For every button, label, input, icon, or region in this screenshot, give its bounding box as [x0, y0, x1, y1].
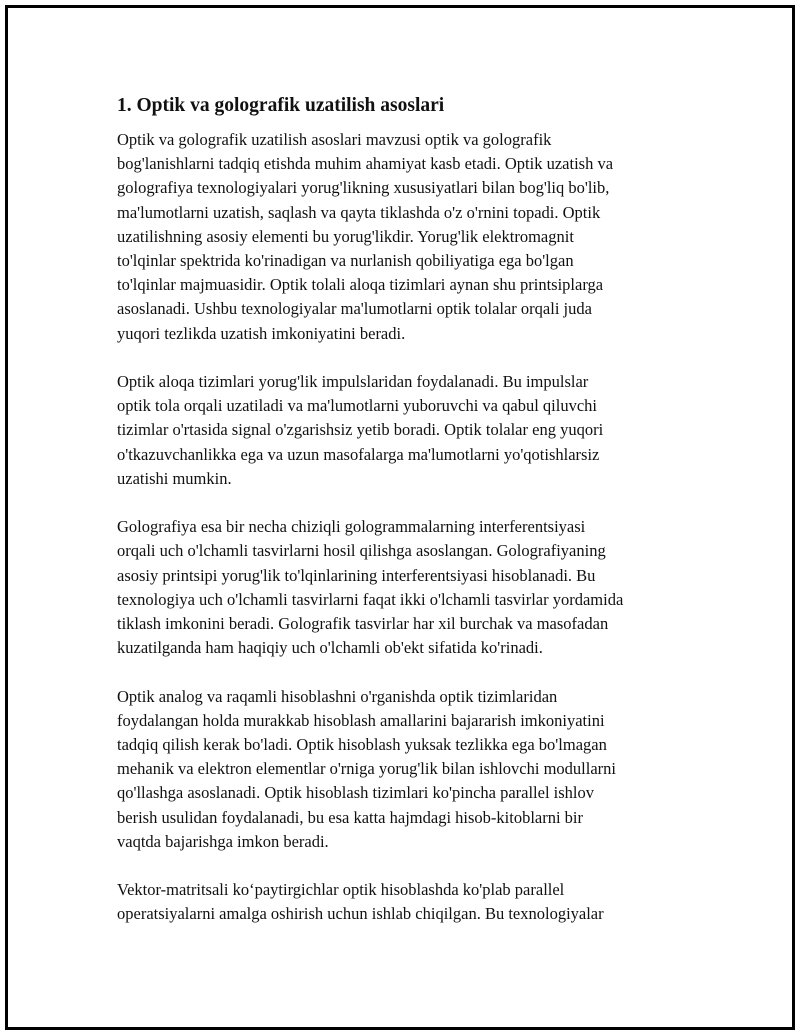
paragraph-4: Optik analog va raqamli hisoblashni o'rganishda optik tizimlaridan foydalangan holda murakkab hisoblash amallarini bajararish imkoniyatini tadqiq qilish kerak bo'ladi. Optik hisoblash yuksak tezlikka ega bo'lmagan mehanik va elektron elementlar o'rniga yorug'lik bilan ishlovchi modullarni qo'llashga asoslanadi. Optik hisoblash tizimlari ko'pincha parallel ishlov berish usulidan foydalanadi, bu esa katta hajmdagi hisob-kitoblarni bir vaqtda bajarishga imkon beradi.: [117, 686, 616, 851]
section-heading: 1. Optik va golografik uzatilish asoslari: [117, 95, 445, 116]
paragraph-2: Optik aloqa tizimlari yorug'lik impulslaridan foydalanadi. Bu impulslar optik tola orqali uzatiladi va ma'lumotlarni yuboruvchi va qabul qiluvchi tizimlar o'rtasida signal o'zgarishsiz yetib boradi. Optik tolalar eng yuqori o'tkazuvchanlikka ega va uzun masofalarga ma'lumotlarni yo'qotishlarsiz uzatishi mumkin.: [117, 372, 604, 488]
paragraph-5: Vektor-matritsali koʻpaytirgichlar optik hisoblashda ko'plab parallel operatsiyalarni amalga oshirish uchun ishlab chiqilgan. Bu texnologiyalar: [117, 880, 604, 924]
paragraph-1: Optik va golografik uzatilish asoslari mavzusi optik va golografik bog'lanishlarni tadqiq etishda muhim ahamiyat kasb etadi. Optik uzatish va golografiya texnologiyalari yorug'likning xususiyatlari bilan bog'liq bo'lib, ma'lumotlarni uzatish, saqlash va qayta tiklashda o'z o'rnini topadi. Optik uzatilishning asosiy elementi bu yorug'likdir. Yorug'lik elektromagnit to'lqinlar spektrida ko'rinadigan va nurlanish qobiliyatiga ega bo'lgan to'lqinlar majmuasidir. Optik tolali aloqa tizimlari aynan shu printsiplarga asoslanadi. Ushbu texnologiyalar ma'lumotlarni optik tolalar orqali juda yuqori tezlikda uzatish imkoniyatini beradi.: [117, 130, 614, 343]
document-body: [117, 92, 692, 951]
paragraph-3: Golografiya esa bir necha chiziqli gologrammalarning interferentsiyasi orqali uch o'lchamli tasvirlarni hosil qilishga asoslangan. Golografiyaning asosiy printsipi yorug'lik to'lqinlarining interferentsiyasi hisoblanadi. Bu texnologiya uch o'lchamli tasvirlarni faqat ikki o'lchamli tasvirlar yordamida tiklash imkonini beradi. Golografik tasvirlar har xil burchak va masofadan kuzatilganda ham haqiqiy uch o'lchamli ob'ekt sifatida ko'rinadi.: [117, 517, 624, 658]
